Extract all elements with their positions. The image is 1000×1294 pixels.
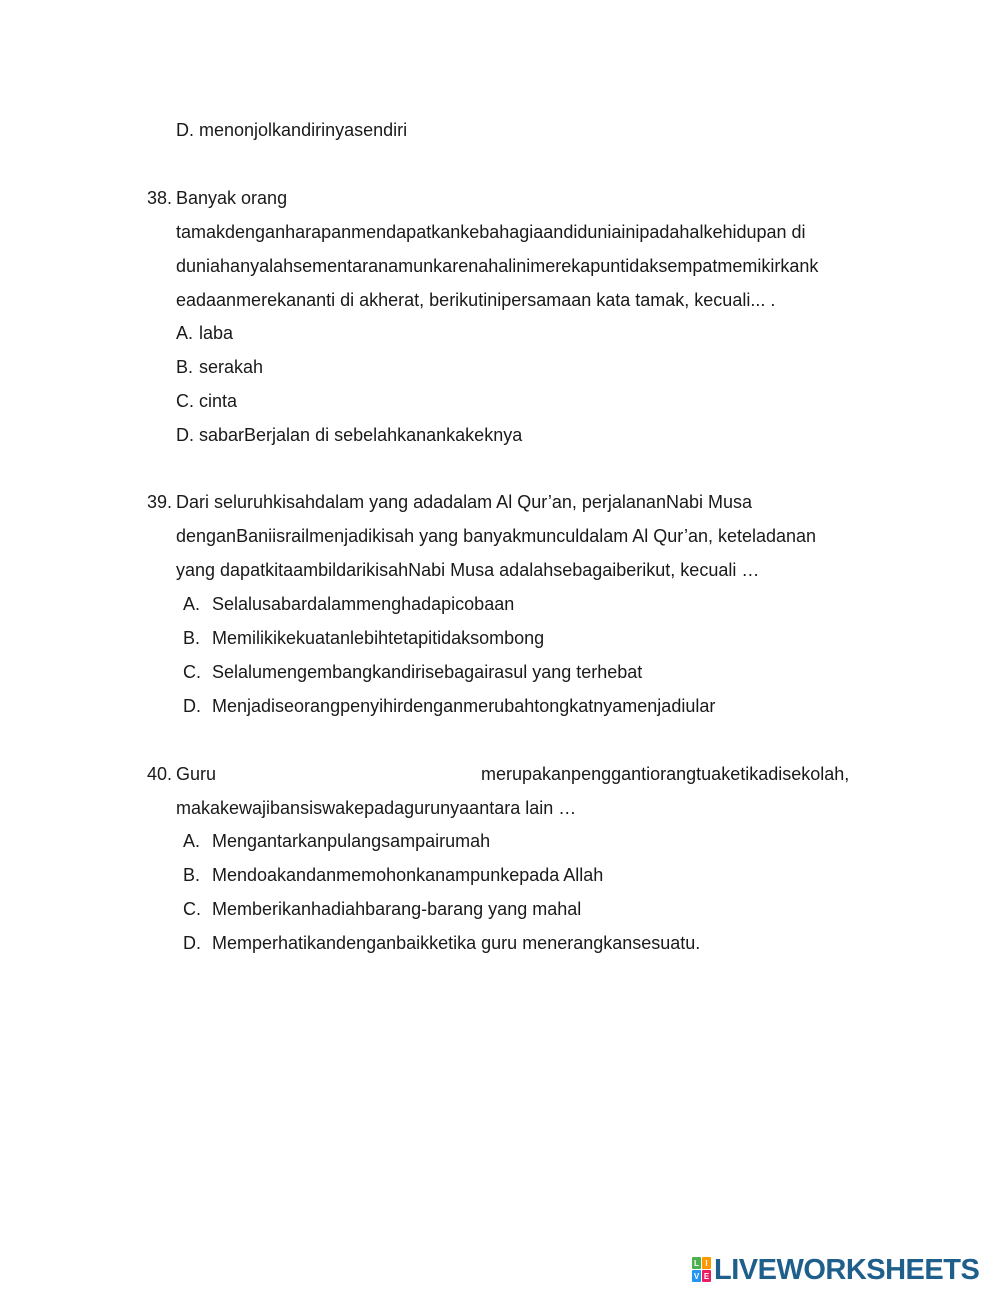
option-text: cinta bbox=[199, 391, 238, 411]
option-text: Selalusabardalammenghadapicobaan bbox=[212, 594, 515, 614]
option-letter: A. bbox=[176, 323, 194, 343]
question-text-line: Dari seluruhkisahdalam yang adadalam Al Qur’an, perjalananNabi Musa bbox=[176, 492, 752, 512]
option-letter: C. bbox=[176, 391, 194, 411]
option-letter: D. bbox=[183, 933, 201, 953]
option-letter: B. bbox=[183, 628, 201, 648]
question-text-line: duniahanyalahsementaranamunkarenahalinimerekapuntidaksempatmemikirkank bbox=[176, 256, 819, 276]
option-letter: A. bbox=[183, 831, 201, 851]
logo-mark-tile: E bbox=[703, 1271, 710, 1281]
logo-text: LIVEWORKSHEETS bbox=[714, 1253, 980, 1286]
question-text-line: makakewajibansiswakepadagurunyaantara lain … bbox=[176, 798, 577, 818]
question-text-line: Banyak orang bbox=[176, 188, 288, 208]
option-text: Selalumengembangkandirisebagairasul yang terhebat bbox=[212, 662, 643, 682]
option-letter: B. bbox=[183, 865, 201, 885]
option-text: Mengantarkanpulangsampairumah bbox=[212, 831, 491, 851]
logo-mark-tile: L bbox=[692, 1257, 701, 1269]
liveworksheets-logo-icon bbox=[692, 1257, 712, 1283]
question-text-line: yang dapatkitaambildarikisahNabi Musa adalahsebagaiberikut, kecuali … bbox=[176, 560, 760, 580]
question-text-line: Guru bbox=[176, 764, 217, 784]
liveworksheets-logo bbox=[692, 1255, 979, 1285]
question-number: 39. bbox=[147, 492, 173, 512]
question-number: 40. bbox=[147, 764, 173, 784]
option-text: Memperhatikandenganbaikketika guru menerangkansesuatu. bbox=[212, 933, 701, 953]
question-text-line: denganBaniisrailmenjadikisah yang banyakmunculdalam Al Qur’an, keteladanan bbox=[176, 526, 817, 546]
option-letter: C. bbox=[183, 899, 201, 919]
option-text: Memberikanhadiahbarang-barang yang mahal bbox=[212, 899, 582, 919]
option-letter: D. bbox=[183, 696, 201, 716]
option-text: Memilikikekuatanlebihtetapitidaksombong bbox=[212, 628, 545, 648]
option-text: laba bbox=[199, 323, 234, 343]
option-text: sabarBerjalan di sebelahkanankakeknya bbox=[199, 425, 523, 445]
question-text-line: eadaanmerekananti di akherat, berikutinipersamaan kata tamak, kecuali... . bbox=[176, 290, 776, 310]
option-text: Menjadiseorangpenyihirdenganmerubahtongkatnyamenjadiular bbox=[212, 696, 716, 716]
option-text: Mendoakandanmemohonkanampunkepada Allah bbox=[212, 865, 604, 885]
option-letter: A. bbox=[183, 594, 201, 614]
question-number: 38. bbox=[147, 188, 173, 208]
option-text: serakah bbox=[199, 357, 264, 377]
logo-mark-tile: V bbox=[693, 1271, 700, 1281]
option-letter: B. bbox=[176, 357, 194, 377]
question-text-line: tamakdenganharapanmendapatkankebahagiaandiduniainipadahalkehidupan di bbox=[176, 222, 806, 242]
option-letter: D. bbox=[176, 425, 194, 445]
logo-mark-tile: I bbox=[702, 1257, 711, 1269]
question-text-line: merupakanpenggantiorangtuaketikadisekolah, bbox=[481, 764, 850, 784]
prev-question-option-d: D. menonjolkandirinyasendiri bbox=[176, 120, 408, 140]
option-letter: C. bbox=[183, 662, 201, 682]
